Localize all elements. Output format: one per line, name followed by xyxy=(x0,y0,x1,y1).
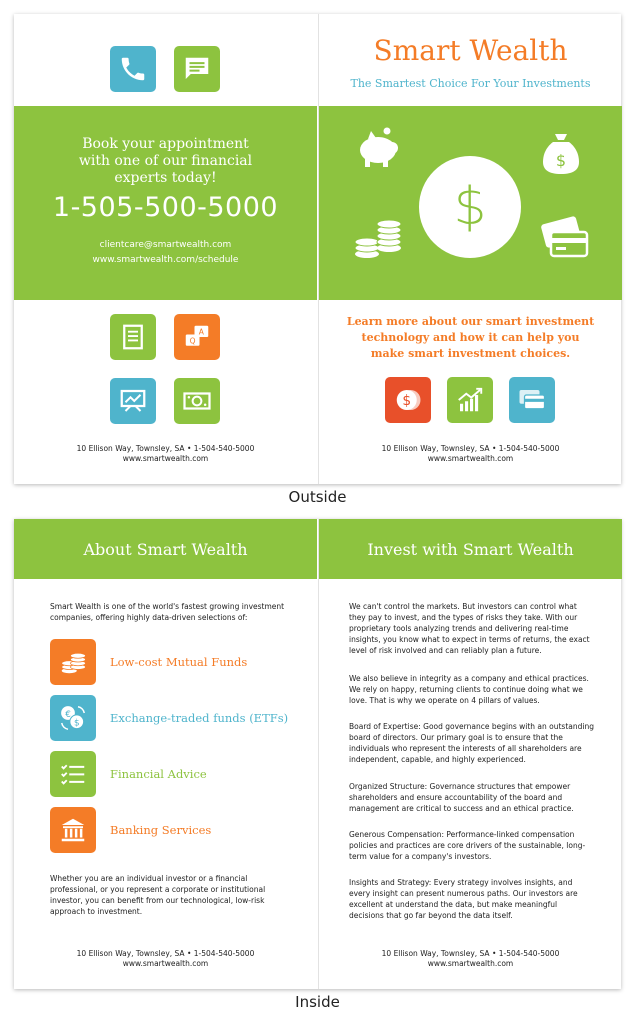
feature-financial-advice: Financial Advice xyxy=(110,767,207,781)
website-line[interactable]: www.smartwealth.com xyxy=(427,454,514,463)
dollar-symbol: $ xyxy=(453,177,487,237)
paragraph-integrity: We also believe in integrity as a company and ethical practices. We rely on happy, returning clients to continue doing what we love. That is why we operate on 4 pillars of values. xyxy=(349,674,589,705)
outside-caption: Outside xyxy=(288,488,347,506)
inside-sheet xyxy=(14,519,621,989)
phone-number[interactable]: 1-505-500-5000 xyxy=(52,192,279,223)
booking-line-1: Book your appointment xyxy=(82,136,249,152)
address-footer xyxy=(319,949,622,969)
feature-banking-services: Banking Services xyxy=(110,823,212,837)
chat-icon xyxy=(174,46,220,92)
outside-right-panel xyxy=(318,14,622,484)
brand-subtitle: The Smartest Choice For Your Investments xyxy=(350,77,591,90)
growth-chart-icon xyxy=(447,377,493,423)
inside-right-panel xyxy=(318,519,622,989)
checklist-icon xyxy=(50,751,96,797)
address-line: 10 Ellison Way, Townsley, SA • 1-504-540-5000 xyxy=(381,444,560,453)
svg-text:Q: Q xyxy=(189,336,196,346)
document-icon xyxy=(110,314,156,360)
svg-text:$: $ xyxy=(402,393,412,409)
paragraph-compensation: Generous Compensation: Performance-linked compensation policies and practices are core drivers of the sustainable, long-term value for a company's investors. xyxy=(349,830,586,861)
learn-line-2: technology and how it can help you xyxy=(361,331,580,344)
qa-chat-icon xyxy=(174,314,220,360)
presentation-icon xyxy=(110,378,156,424)
website-line[interactable]: www.smartwealth.com xyxy=(427,959,514,968)
outside-left-panel xyxy=(14,14,317,484)
bank-icon xyxy=(50,807,96,853)
address-line: 10 Ellison Way, Townsley, SA • 1-504-540-5000 xyxy=(76,949,255,958)
paragraph-insights-strategy: Insights and Strategy: Every strategy involves insights, and every insight can present numerous paths. Our investors are excellent at understand the data, but make meaningful decisions that go far beyond the data itself. xyxy=(349,878,578,920)
svg-text:€: € xyxy=(65,709,71,720)
phone-icon xyxy=(110,46,156,92)
coin-icon xyxy=(385,377,431,423)
outside-sheet xyxy=(14,14,621,484)
learn-line-1: Learn more about our smart investment xyxy=(346,315,595,328)
svg-text:$: $ xyxy=(73,718,80,729)
paragraph-organized-structure: Organized Structure: Governance structures that empower shareholders and ensure accountability of the board and management are critical to success and an ethical practice. xyxy=(349,782,574,813)
about-heading: About Smart Wealth xyxy=(14,519,317,579)
booking-line-2: with one of our financial xyxy=(78,153,253,169)
booking-line-3: experts today! xyxy=(114,170,217,186)
intro-text: Smart Wealth is one of the world's fastest growing investment companies, offering highly data-driven selections of: xyxy=(50,602,285,622)
website-line[interactable]: www.smartwealth.com xyxy=(122,454,209,463)
learn-more-text xyxy=(339,314,602,362)
address-line: 10 Ellison Way, Townsley, SA • 1-504-540-5000 xyxy=(381,949,560,958)
address-footer xyxy=(14,444,317,464)
feature-mutual-funds: Low-cost Mutual Funds xyxy=(110,655,248,669)
invest-heading: Invest with Smart Wealth xyxy=(319,519,622,579)
brand-title: Smart Wealth xyxy=(373,34,568,67)
svg-text:$: $ xyxy=(555,151,567,170)
money-bag-icon xyxy=(541,126,581,176)
address-footer xyxy=(14,949,317,969)
credit-card-icon xyxy=(541,214,591,264)
cash-icon xyxy=(174,378,220,424)
dollar-icon xyxy=(419,156,521,258)
email-link[interactable]: clientcare@smartwealth.com xyxy=(99,240,232,250)
booking-text xyxy=(14,136,317,187)
inside-left-panel xyxy=(14,519,317,989)
inside-caption: Inside xyxy=(295,993,340,1011)
feature-etfs: Exchange-traded funds (ETFs) xyxy=(110,711,289,725)
coin-stack-icon xyxy=(50,639,96,685)
svg-text:A: A xyxy=(198,327,204,337)
outro-text: Whether you are an individual investor or a financial professional, or you represent a corporate or institutional investor, you can benefit from our technological, low-risk approach to investment. xyxy=(50,874,266,916)
paragraph-markets: We can't control the markets. But investors can control what they pay to invest, and the types of risks they take. With our proprietary tools analyzing trends and delivering real-time insights, you know what to expect in terms of returns, the exact level of risk involved and can reliably plan a future. xyxy=(349,602,590,655)
paragraph-board-expertise: Board of Expertise: Good governance begins with an outstanding board of directors. Our primary goal is to ensure that the individuals who represent the interests of all shareholders are independent, capable, and highly experienced. xyxy=(349,722,594,764)
card-icon xyxy=(509,377,555,423)
currency-exchange-icon xyxy=(50,695,96,741)
learn-line-3: make smart investment choices. xyxy=(370,347,571,360)
address-line: 10 Ellison Way, Townsley, SA • 1-504-540-5000 xyxy=(76,444,255,453)
address-footer xyxy=(319,444,622,464)
website-line[interactable]: www.smartwealth.com xyxy=(122,959,209,968)
schedule-link[interactable]: www.smartwealth.com/schedule xyxy=(92,255,239,265)
coins-icon xyxy=(353,214,403,262)
piggy-bank-icon xyxy=(353,126,403,170)
